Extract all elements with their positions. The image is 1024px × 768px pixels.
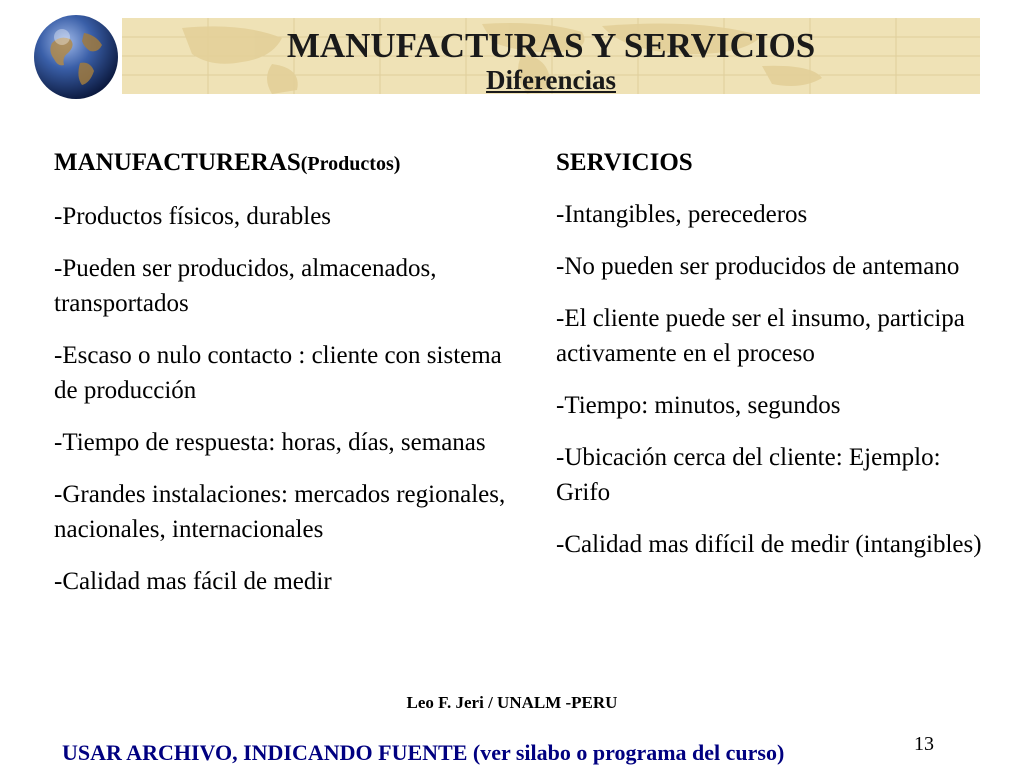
page-title: MANUFACTURAS Y SERVICIOS [286,26,816,65]
list-item: -El cliente puede ser el insumo, participa activamente en el proceso [556,305,965,367]
manufacturing-heading [54,145,524,182]
list-item: -Escaso o nulo contacto : cliente con sistema de producción [54,342,502,404]
footer-note: USAR ARCHIVO, INDICANDO FUENTE (ver silabo o programa del curso) [62,740,785,765]
author-credit: Leo F. Jeri / UNALM -PERU [406,693,618,712]
page-subtitle: Diferencias [486,65,616,94]
page-number: 13 [914,733,934,755]
list-item: -Productos físicos, durables [54,203,332,230]
services-column [556,145,996,579]
list-item: -Ubicación cerca del cliente: Ejemplo: Grifo [556,444,941,506]
list-item: -Calidad mas fácil de medir [54,568,332,595]
list-item: -Intangibles, perecederos [556,201,808,228]
manufacturing-column [54,145,524,616]
services-heading: SERVICIOS [556,149,693,176]
list-item: -Tiempo de respuesta: horas, días, semanas [54,429,486,456]
list-item: -Calidad mas difícil de medir (intangibles) [556,531,982,558]
manufacturing-heading-suffix: (Productos) [300,153,401,175]
list-item: -Tiempo: minutos, segundos [556,392,841,419]
list-item: -Pueden ser producidos, almacenados, transportados [54,255,437,317]
manufacturing-heading-label: MANUFACTURERAS [54,149,301,176]
list-item: -Grandes instalaciones: mercados regionales, nacionales, internacionales [54,481,506,543]
list-item: -No pueden ser producidos de antemano [556,253,960,280]
title-banner [122,18,980,94]
globe-logo-icon [32,13,120,101]
